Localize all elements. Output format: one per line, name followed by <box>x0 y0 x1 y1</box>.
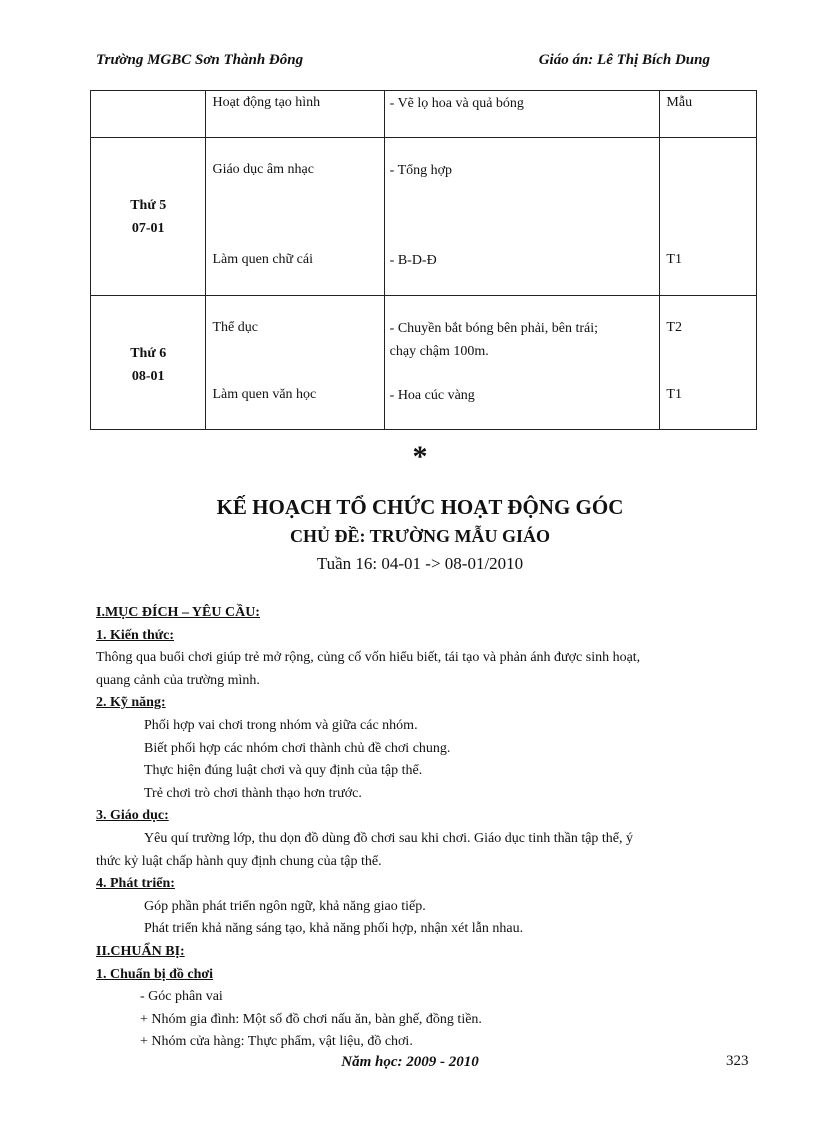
subsection-heading: 2. Kỹ năng: <box>96 695 166 711</box>
content-label: - B-D-Đ <box>389 253 437 268</box>
paragraph-line: Thông qua buổi chơi giúp trẻ mở rộng, củng cố vốn hiểu biết, tái tạo và phản ánh được sinh hoạt, <box>96 650 641 666</box>
table-row <box>91 296 757 430</box>
paragraph-line: thức kỷ luật chấp hành quy định chung của tập thể. <box>96 853 382 869</box>
activity-label: Làm quen văn học <box>212 387 317 402</box>
subsection-heading: 4. Phát triển: <box>96 876 175 892</box>
table-cell <box>660 296 757 430</box>
day-cell <box>91 138 206 296</box>
content-label: - Chuyền bắt bóng bên phải, bên trái; <box>389 321 599 336</box>
table-cell <box>384 91 660 138</box>
activity-label: Thể dục <box>212 320 258 335</box>
note-label: Mẫu <box>666 95 693 110</box>
note-label: T1 <box>666 252 682 267</box>
section-heading: II.CHUẨN BỊ: <box>96 943 185 959</box>
content-label: chạy chậm 100m. <box>389 344 489 359</box>
day-label: Thứ 5 <box>130 198 167 213</box>
asterisk-divider: * <box>412 440 428 473</box>
paragraph-line: Góp phần phát triển ngôn ngữ, khả năng giao tiếp. <box>144 898 426 914</box>
theme-title: CHỦ ĐỀ: TRƯỜNG MẪU GIÁO <box>290 526 550 546</box>
content-label: - Tổng hợp <box>389 163 453 178</box>
day-label: Thứ 6 <box>130 346 167 361</box>
table-cell <box>91 91 206 138</box>
table-cell <box>384 138 660 296</box>
date-label: 08-01 <box>131 369 165 384</box>
content-label: - Hoa cúc vàng <box>389 388 475 403</box>
paragraph-line: Yêu quí trường lớp, thu dọn đồ dùng đồ chơi sau khi chơi. Giáo dục tinh thần tập thể, ý <box>144 830 634 846</box>
page-number: 323 <box>726 1053 749 1069</box>
paragraph-line: + Nhóm cửa hàng: Thực phẩm, vật liệu, đồ chơi. <box>140 1034 413 1050</box>
subsection-heading: 1. Kiến thức: <box>96 627 175 643</box>
paragraph-line: + Nhóm gia đình: Một số đồ chơi nấu ăn, bàn ghế, đồng tiền. <box>140 1011 482 1027</box>
week-title: Tuần 16: 04-01 -> 08-01/2010 <box>316 554 524 573</box>
note-label: T2 <box>666 320 682 335</box>
section-heading: I.MỤC ĐÍCH – YÊU CẦU: <box>96 605 260 620</box>
school-year: Năm học: 2009 - 2010 <box>341 1054 479 1070</box>
subsection-heading: 1. Chuẩn bị đồ chơi <box>96 966 214 982</box>
paragraph-line: quang cảnh của trường mình. <box>96 672 260 688</box>
paragraph-line: - Góc phân vai <box>140 989 223 1005</box>
date-label: 07-01 <box>131 221 165 236</box>
plan-title-block <box>0 492 816 578</box>
paragraph-line: Phối hợp vai chơi trong nhóm và giữa các nhóm. <box>144 717 418 733</box>
activity-label: Hoạt động tạo hình <box>212 95 321 110</box>
subsection-heading: 3. Giáo dục: <box>96 808 169 824</box>
paragraph-line: Biết phối hợp các nhóm chơi thành chủ đề chơi chung. <box>144 740 451 756</box>
plan-title: KẾ HOẠCH TỔ CHỨC HOẠT ĐỘNG GÓC <box>216 495 624 519</box>
table-cell <box>206 296 384 430</box>
note-label: T1 <box>666 387 682 402</box>
table-cell <box>206 138 384 296</box>
schedule-table <box>90 90 757 430</box>
activity-label: Làm quen chữ cái <box>212 252 313 267</box>
day-cell <box>91 296 206 430</box>
paragraph-line: Trẻ chơi trò chơi thành thạo hơn trước. <box>144 785 362 801</box>
table-cell <box>660 138 757 296</box>
school-name: Trường MGBC Sơn Thành Đông <box>96 52 304 68</box>
table-cell <box>660 91 757 138</box>
content-label: - Vẽ lọ hoa và quả bóng <box>389 96 524 111</box>
paragraph-line: Thực hiện đúng luật chơi và quy định của tập thể. <box>144 763 423 779</box>
table-row <box>91 91 757 138</box>
author-name: Giáo án: Lê Thị Bích Dung <box>538 52 710 68</box>
page-header <box>96 52 710 74</box>
plan-body <box>96 602 756 1054</box>
table-cell <box>206 91 384 138</box>
table-cell <box>384 296 660 430</box>
table-row <box>91 138 757 296</box>
activity-label: Giáo dục âm nhạc <box>212 162 314 177</box>
paragraph-line: Phát triển khả năng sáng tạo, khả năng phối hợp, nhận xét lẫn nhau. <box>144 921 524 937</box>
